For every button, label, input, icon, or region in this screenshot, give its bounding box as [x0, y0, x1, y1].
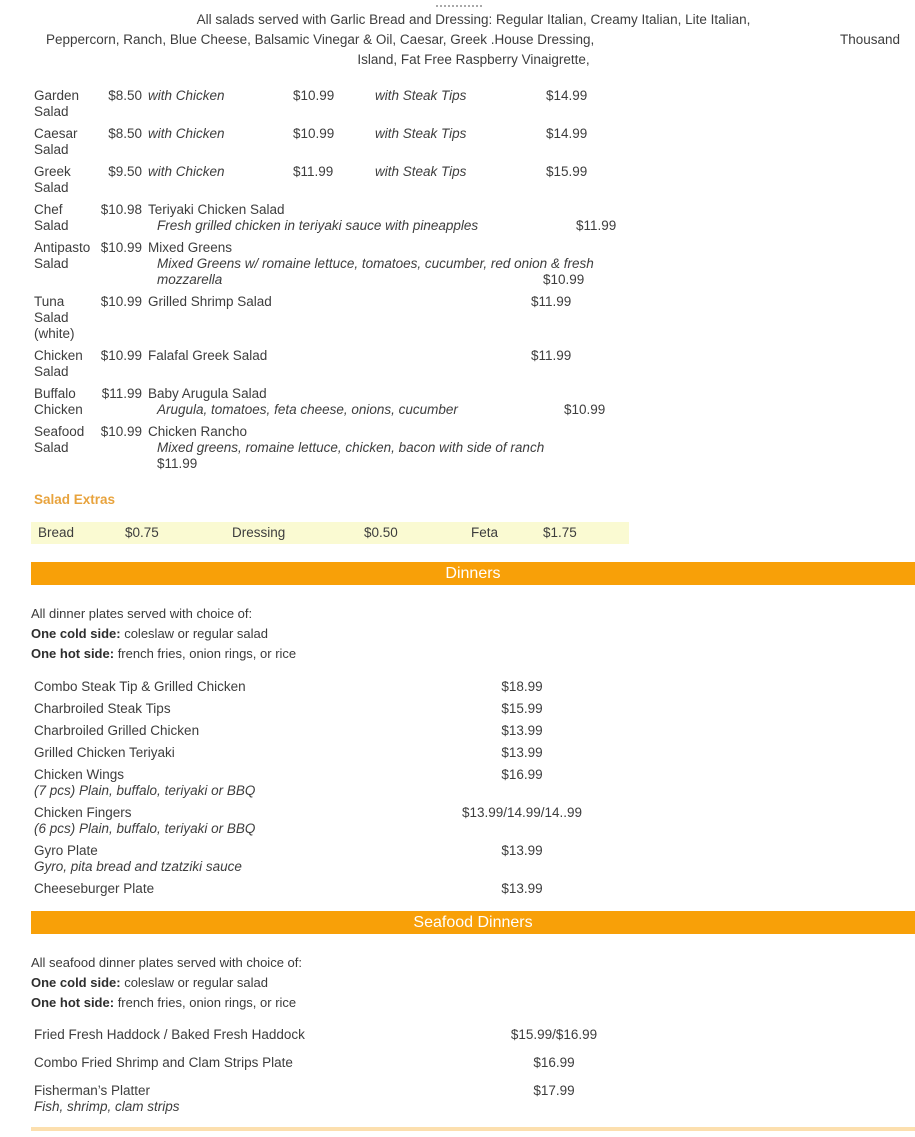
item-price: $15.99/$16.99 [510, 1027, 598, 1042]
next-section-bar-clipped [31, 1127, 915, 1131]
item-price: $18.99 [501, 679, 543, 694]
cold-side-text: coleslaw or regular salad [124, 975, 268, 990]
salad-content [148, 202, 915, 234]
hot-side-text: french fries, onion rings, or rice [117, 646, 297, 661]
salad-option-price: $14.99 [546, 126, 588, 141]
salad-content [148, 88, 915, 120]
dinner-list [31, 679, 915, 897]
salad-title-line [148, 294, 915, 310]
salad-price: $10.99 [100, 348, 142, 363]
menu-item-line [31, 723, 915, 739]
salad-row [34, 126, 915, 158]
salad-extras-heading: Salad Extras [34, 492, 116, 507]
hot-side-text: french fries, onion rings, or rice [117, 995, 297, 1010]
salad-options-line [148, 126, 915, 142]
menu-item-line [31, 767, 915, 783]
item-name: Chicken Fingers [34, 805, 132, 820]
item-desc: Gyro, pita bread and tzatziki sauce [34, 859, 242, 874]
extra-label: Dressing [232, 525, 286, 540]
extra-price: $1.75 [543, 525, 577, 540]
salad-content [148, 424, 915, 472]
salad-content [148, 240, 915, 288]
hot-side-label: One hot side: [31, 995, 115, 1010]
clipped-line-top [436, 0, 482, 7]
menu-item [31, 843, 915, 875]
salad-option-label: with Steak Tips [375, 126, 467, 141]
salad-row [34, 164, 915, 196]
cold-side-label: One cold side: [31, 626, 121, 641]
salad-price: $8.50 [108, 88, 142, 103]
salad-price: $10.99 [100, 424, 142, 439]
dinners-section-header: Dinners [31, 562, 915, 585]
menu-item [31, 745, 915, 761]
item-price: $15.99 [501, 701, 543, 716]
salad-table [34, 88, 915, 472]
salad-desc: Fresh grilled chicken in teriyaki sauce with pineapples [157, 218, 479, 233]
salad-content [148, 386, 915, 418]
salad-below-price-line [148, 456, 915, 472]
salad-price: $10.99 [100, 294, 142, 309]
salad-price: $8.50 [108, 126, 142, 141]
salad-desc: Arugula, tomatoes, feta cheese, onions, cucumber [157, 402, 458, 417]
item-desc: (6 pcs) Plain, buffalo, teriyaki or BBQ [34, 821, 256, 836]
salad-title-line [148, 348, 915, 364]
salad-title: Teriyaki Chicken Salad [148, 202, 285, 217]
salad-desc-line [148, 402, 915, 418]
salad-desc-price: $10.99 [543, 272, 585, 287]
salad-row [34, 348, 915, 380]
extra-price: $0.75 [125, 525, 159, 540]
salad-content [148, 126, 915, 158]
intro-line-2-right-text: Thousand [839, 32, 900, 47]
salad-name: Garden Salad [34, 88, 80, 119]
salad-option-label: with Steak Tips [375, 164, 467, 179]
salad-desc-line-2 [148, 272, 915, 288]
salad-name: Chicken Salad [34, 348, 83, 379]
salad-row [34, 202, 915, 234]
menu-item [31, 1055, 915, 1071]
salad-price: $10.99 [100, 240, 142, 255]
salad-row [34, 88, 915, 120]
seafood-notes-lead: All seafood dinner plates served with choice of: [31, 955, 302, 970]
extra-label: Feta [471, 525, 499, 540]
salad-name: Greek Salad [34, 164, 71, 195]
extra-price: $0.50 [364, 525, 398, 540]
salad-option-label: with Chicken [148, 164, 225, 179]
intro-line-3: Island, Fat Free Raspberry Vinaigrette, [357, 52, 590, 67]
item-desc: Fish, shrimp, clam strips [34, 1099, 180, 1114]
hot-side-label: One hot side: [31, 646, 115, 661]
menu-item [31, 701, 915, 717]
item-price: $13.99 [501, 745, 543, 760]
menu-item [31, 881, 915, 897]
seafood-list [31, 1027, 915, 1115]
salad-title: Grilled Shrimp Salad [148, 294, 272, 309]
item-name: Chicken Wings [34, 767, 125, 782]
menu-item-line [31, 843, 915, 859]
item-name: Cheeseburger Plate [34, 881, 155, 896]
salad-title: Falafal Greek Salad [148, 348, 268, 363]
salad-row [34, 386, 915, 418]
salad-title-price: $11.99 [531, 348, 572, 363]
salad-dressings-note [0, 7, 915, 70]
salad-option-price: $14.99 [546, 88, 588, 103]
salad-desc-line [148, 218, 915, 234]
seafood-notes-hot [31, 993, 915, 1013]
item-price: $13.99 [501, 881, 543, 896]
salad-desc-price: $11.99 [576, 218, 617, 233]
salad-option-price: $10.99 [293, 88, 335, 103]
item-name: Charbroiled Grilled Chicken [34, 723, 200, 738]
item-name: Grilled Chicken Teriyaki [34, 745, 175, 760]
extra-label: Bread [38, 525, 75, 540]
salad-row [34, 424, 915, 472]
menu-item [31, 679, 915, 695]
menu-item-line [31, 1083, 915, 1099]
salad-name: Caesar Salad [34, 126, 78, 157]
intro-line-2-text: Peppercorn, Ranch, Blue Cheese, Balsamic Vinegar & Oil, Caesar, Greek .House Dressing, [46, 32, 595, 47]
salad-desc-line [148, 256, 915, 272]
salad-desc-price: $10.99 [564, 402, 606, 417]
salad-row [34, 240, 915, 288]
salad-title-line [148, 202, 915, 218]
item-name: Gyro Plate [34, 843, 98, 858]
item-name: Fisherman’s Platter [34, 1083, 151, 1098]
item-name: Combo Fried Shrimp and Clam Strips Plate [34, 1055, 293, 1070]
salad-below-price: $11.99 [157, 456, 198, 471]
menu-item-line [31, 805, 915, 821]
salad-price: $11.99 [101, 386, 142, 401]
salad-name: Buffalo Chicken [34, 386, 83, 417]
menu-item [31, 1027, 915, 1043]
salad-desc-line [148, 440, 915, 456]
salad-option-label: with Chicken [148, 88, 225, 103]
menu-item [31, 1083, 915, 1115]
salad-title-line [148, 240, 915, 256]
salad-option-label: with Chicken [148, 126, 225, 141]
salad-option-price: $10.99 [293, 126, 335, 141]
salad-desc: mozzarella [157, 272, 223, 287]
menu-item-line [31, 745, 915, 761]
dinner-notes-lead: All dinner plates served with choice of: [31, 606, 253, 621]
salad-price: $9.50 [108, 164, 142, 179]
salad-name: Chef Salad [34, 202, 69, 233]
salad-name: Tuna Salad (white) [34, 294, 75, 341]
item-price: $13.99/14.99/14..99 [461, 805, 583, 820]
salad-name: Seafood Salad [34, 424, 85, 455]
item-price: $13.99 [501, 723, 543, 738]
item-name: Charbroiled Steak Tips [34, 701, 171, 716]
salad-title-line [148, 424, 915, 440]
item-price: $16.99 [501, 767, 543, 782]
salad-title: Baby Arugula Salad [148, 386, 267, 401]
salad-option-label: with Steak Tips [375, 88, 467, 103]
item-price: $13.99 [501, 843, 543, 858]
menu-item-line [31, 679, 915, 695]
salad-content [148, 164, 915, 196]
dinner-notes-hot [31, 644, 915, 664]
salad-name: Antipasto Salad [34, 240, 91, 271]
salad-price: $10.98 [100, 202, 142, 217]
intro-line-1: All salads served with Garlic Bread and Dressing: Regular Italian, Creamy Italian, Lite Italian, [196, 12, 751, 27]
seafood-notes [31, 953, 915, 1013]
salad-options-line [148, 88, 915, 104]
item-name: Fried Fresh Haddock / Baked Fresh Haddock [34, 1027, 305, 1042]
intro-line-2 [0, 30, 915, 50]
salad-title-line [148, 386, 915, 402]
salad-title: Mixed Greens [148, 240, 233, 255]
salad-extras-row [31, 522, 629, 544]
dinner-notes [31, 604, 915, 664]
salad-title-price: $11.99 [531, 294, 572, 309]
seafood-notes-cold [31, 973, 915, 993]
salad-content [148, 348, 915, 380]
salad-desc: Mixed Greens w/ romaine lettuce, tomatoes, cucumber, red onion & fresh [157, 256, 594, 271]
menu-item [31, 723, 915, 739]
menu-item-line [31, 701, 915, 717]
salad-option-price: $15.99 [546, 164, 588, 179]
menu-item-line [31, 881, 915, 897]
menu-item-line [31, 1027, 915, 1043]
salad-content [148, 294, 915, 342]
item-desc: (7 pcs) Plain, buffalo, teriyaki or BBQ [34, 783, 256, 798]
salad-title: Chicken Rancho [148, 424, 248, 439]
item-name: Combo Steak Tip & Grilled Chicken [34, 679, 246, 694]
seafood-section-header: Seafood Dinners [31, 911, 915, 934]
cold-side-label: One cold side: [31, 975, 121, 990]
menu-item-line [31, 1055, 915, 1071]
menu-item [31, 767, 915, 799]
dinner-notes-cold [31, 624, 915, 644]
menu-item [31, 805, 915, 837]
salad-row [34, 294, 915, 342]
cold-side-text: coleslaw or regular salad [124, 626, 268, 641]
salad-desc: Mixed greens, romaine lettuce, chicken, bacon with side of ranch [157, 440, 545, 455]
salad-options-line [148, 164, 915, 180]
salad-option-price: $11.99 [293, 164, 334, 179]
item-price: $16.99 [533, 1055, 575, 1070]
item-price: $17.99 [533, 1083, 575, 1098]
